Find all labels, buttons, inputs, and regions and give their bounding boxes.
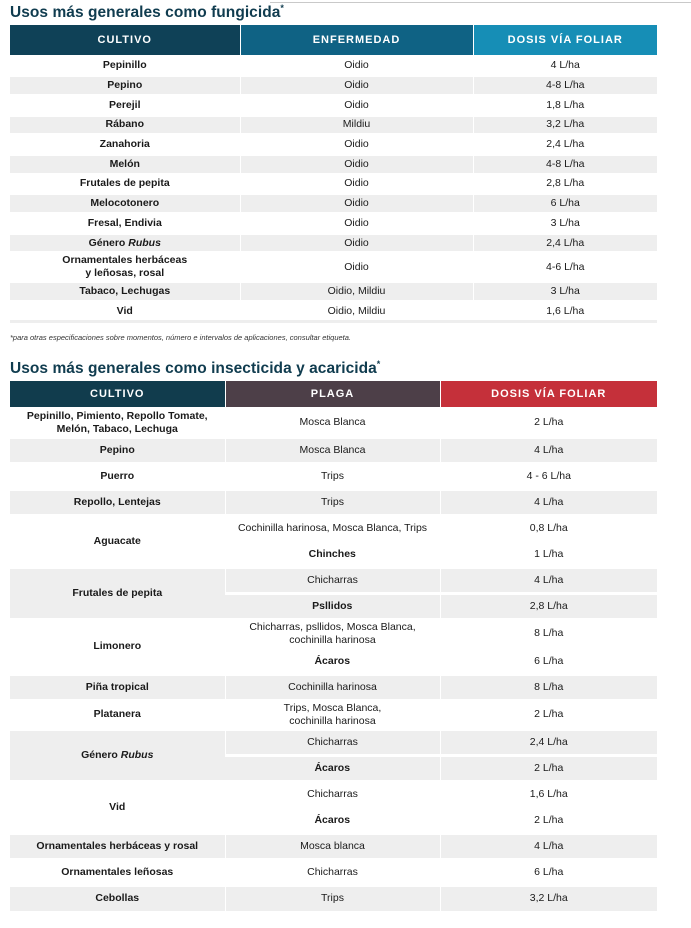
dose-cell: 3 L/ha <box>473 282 657 302</box>
table-row <box>10 489 657 515</box>
pest-cell: Chicharras <box>225 859 440 885</box>
dose-cell: 1,6 L/ha <box>440 781 657 807</box>
disease-cell: Oidio <box>240 174 473 194</box>
table-row <box>10 56 657 76</box>
disease-cell: Mildiu <box>240 115 473 135</box>
pest-cell <box>225 619 440 648</box>
header-dosis: DOSIS VÍA FOLIAR <box>473 25 657 56</box>
dose-cell: 4 - 6 L/ha <box>440 463 657 489</box>
header-cultivo: CULTIVO <box>10 381 225 408</box>
table-row <box>10 859 657 885</box>
pest-line-2: cochinilla harinosa <box>289 633 376 646</box>
crop-cell: Rábano <box>10 115 240 135</box>
crop-cell: Fresal, Endivia <box>10 214 240 234</box>
crop-prefix: Género <box>81 748 121 761</box>
pest-cell: Psllidos <box>225 593 440 619</box>
dose-cell: 2,4 L/ha <box>473 233 657 253</box>
pest-cell: Cochinilla harinosa <box>225 674 440 700</box>
dose-cell: 2 L/ha <box>440 408 657 437</box>
pest-cell: Chicharras <box>225 729 440 755</box>
crop-cell: Limonero <box>10 619 225 674</box>
dose-cell: 3 L/ha <box>473 214 657 234</box>
pest-cell: Trips <box>225 463 440 489</box>
disease-cell: Oidio <box>240 135 473 155</box>
table-row <box>10 135 657 155</box>
pest-cell: Trips <box>225 885 440 911</box>
header-cultivo: CULTIVO <box>10 25 240 56</box>
pest-cell: Chicharras <box>225 567 440 593</box>
table-row <box>10 154 657 174</box>
crop-cell: Tabaco, Lechugas <box>10 282 240 302</box>
dose-cell: 2,8 L/ha <box>473 174 657 194</box>
crop-cell: Ornamentales leñosas <box>10 859 225 885</box>
table-row <box>10 408 657 437</box>
crop-line-1: Pepinillo, Pimiento, Repollo Tomate, <box>26 409 208 422</box>
dose-cell: 4 L/ha <box>440 437 657 463</box>
dose-cell: 4-8 L/ha <box>473 154 657 174</box>
fungicide-header-row <box>10 25 657 56</box>
crop-cell: Frutales de pepita <box>10 567 225 619</box>
table-row <box>10 95 657 115</box>
crop-cell: Perejil <box>10 95 240 115</box>
table-row <box>10 194 657 214</box>
pest-line-2: cochinilla harinosa <box>289 714 376 727</box>
dose-cell: 6 L/ha <box>473 194 657 214</box>
dose-cell: 8 L/ha <box>440 619 657 648</box>
crop-cell: Pepinillo <box>10 56 240 76</box>
dose-cell: 6 L/ha <box>440 648 657 674</box>
crop-cell: Platanera <box>10 700 225 729</box>
insecticide-title-mark: * <box>376 359 381 369</box>
dose-cell: 4 L/ha <box>440 489 657 515</box>
dose-cell: 4 L/ha <box>473 56 657 76</box>
fungicide-title-text: Usos más generales como fungicida <box>10 4 281 22</box>
crop-cell <box>10 233 240 253</box>
dose-cell: 2,4 L/ha <box>440 729 657 755</box>
crop-cell: Pepino <box>10 437 225 463</box>
disease-cell: Oidio <box>240 154 473 174</box>
dose-cell: 4-6 L/ha <box>473 253 657 282</box>
top-divider-line <box>270 2 691 3</box>
crop-cell <box>10 729 225 781</box>
pest-line-1: Chicharras, psllidos, Mosca Blanca, <box>249 620 416 633</box>
crop-line-2: y leñosas, rosal <box>85 267 165 280</box>
table-row <box>10 619 657 648</box>
dose-cell: 1,6 L/ha <box>473 302 657 322</box>
crop-prefix: Género <box>88 236 129 249</box>
dose-cell: 1 L/ha <box>440 541 657 567</box>
table-row <box>10 463 657 489</box>
crop-cell: Cebollas <box>10 885 225 911</box>
fungicide-title-mark: * <box>280 3 284 13</box>
crop-cell: Repollo, Lentejas <box>10 489 225 515</box>
pest-line-1: Trips, Mosca Blanca, <box>283 701 382 714</box>
crop-cell: Melón <box>10 154 240 174</box>
crop-line-2: Melón, Tabaco, Lechuga <box>56 422 178 435</box>
crop-italic: Rubus <box>120 748 154 761</box>
dose-cell: 2,8 L/ha <box>440 593 657 619</box>
table-row <box>10 885 657 911</box>
dose-cell: 6 L/ha <box>440 859 657 885</box>
crop-cell <box>10 253 240 282</box>
header-dosis: DOSIS VÍA FOLIAR <box>440 381 657 408</box>
crop-cell: Vid <box>10 781 225 833</box>
insecticide-section-title <box>10 359 380 378</box>
pest-cell: Chicharras <box>225 781 440 807</box>
pest-cell: Mosca Blanca <box>225 437 440 463</box>
disease-cell: Oidio <box>240 194 473 214</box>
dose-cell: 4 L/ha <box>440 567 657 593</box>
crop-cell: Puerro <box>10 463 225 489</box>
crop-italic: Rubus <box>128 236 161 249</box>
crop-cell: Ornamentales herbáceas y rosal <box>10 833 225 859</box>
table-row <box>10 567 657 593</box>
pest-cell: Chinches <box>225 541 440 567</box>
table-row <box>10 515 657 541</box>
fungicide-footnote: *para otras especificaciones sobre momentos, número e intervalos de aplicaciones, consultar etiqueta. <box>10 333 352 342</box>
crop-cell: Aguacate <box>10 515 225 567</box>
disease-cell: Oidio <box>240 233 473 253</box>
crop-cell: Vid <box>10 302 240 322</box>
crop-cell: Pepino <box>10 76 240 96</box>
crop-line-1: Ornamentales herbáceas <box>62 254 188 267</box>
disease-cell: Oidio <box>240 253 473 282</box>
fungicide-table <box>10 25 657 323</box>
table-row <box>10 437 657 463</box>
table-row <box>10 76 657 96</box>
table-row <box>10 253 657 282</box>
disease-cell: Oidio <box>240 56 473 76</box>
insecticide-table <box>10 381 657 911</box>
table-row <box>10 729 657 755</box>
pest-cell: Trips <box>225 489 440 515</box>
dose-cell: 3,2 L/ha <box>440 885 657 911</box>
crop-cell: Frutales de pepita <box>10 174 240 194</box>
crop-cell: Zanahoria <box>10 135 240 155</box>
dose-cell: 2 L/ha <box>440 755 657 781</box>
table-row <box>10 302 657 322</box>
table-row <box>10 115 657 135</box>
insecticide-title-text: Usos más generales como insecticida y acaricida <box>10 360 377 378</box>
pest-cell: Ácaros <box>225 648 440 674</box>
dose-cell: 8 L/ha <box>440 674 657 700</box>
dose-cell: 2 L/ha <box>440 807 657 833</box>
dose-cell: 2 L/ha <box>440 700 657 729</box>
disease-cell: Oidio <box>240 214 473 234</box>
pest-cell: Mosca blanca <box>225 833 440 859</box>
pest-cell: Ácaros <box>225 755 440 781</box>
crop-cell <box>10 408 225 437</box>
table-row <box>10 282 657 302</box>
table-row <box>10 700 657 729</box>
table-row <box>10 833 657 859</box>
pest-cell: Mosca Blanca <box>225 408 440 437</box>
table-row <box>10 214 657 234</box>
insecticide-header-row <box>10 381 657 408</box>
table-row <box>10 174 657 194</box>
fungicide-section-title <box>10 3 284 22</box>
dose-cell: 0,8 L/ha <box>440 515 657 541</box>
table-row <box>10 781 657 807</box>
dose-cell: 2,4 L/ha <box>473 135 657 155</box>
crop-cell: Piña tropical <box>10 674 225 700</box>
crop-cell: Melocotonero <box>10 194 240 214</box>
table-row <box>10 674 657 700</box>
dose-cell: 1,8 L/ha <box>473 95 657 115</box>
disease-cell: Oidio <box>240 76 473 96</box>
disease-cell: Oidio, Mildiu <box>240 282 473 302</box>
disease-cell: Oidio, Mildiu <box>240 302 473 322</box>
pest-cell: Ácaros <box>225 807 440 833</box>
dose-cell: 4-8 L/ha <box>473 76 657 96</box>
header-enfermedad: ENFERMEDAD <box>240 25 473 56</box>
dose-cell: 4 L/ha <box>440 833 657 859</box>
dose-cell: 3,2 L/ha <box>473 115 657 135</box>
pest-cell <box>225 700 440 729</box>
disease-cell: Oidio <box>240 95 473 115</box>
pest-cell: Cochinilla harinosa, Mosca Blanca, Trips <box>225 515 440 541</box>
header-plaga: PLAGA <box>225 381 440 408</box>
table-row <box>10 233 657 253</box>
